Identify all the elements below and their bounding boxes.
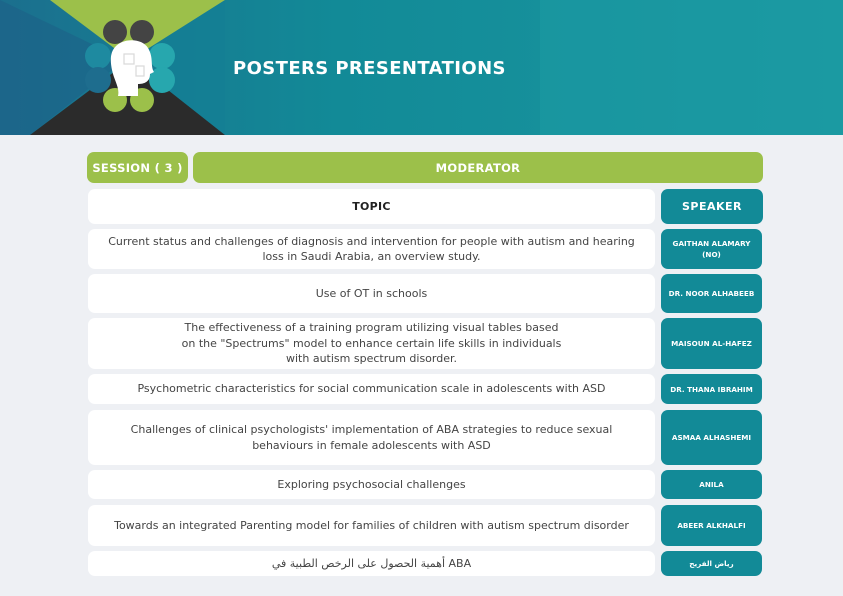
table-row-topic: The effectiveness of a training program utilizing visual tables based on the "Spectrums" model to enhance certain life skills in individuals with autism spectrum disorder.	[88, 318, 655, 369]
page-title: POSTERS PRESENTATIONS	[233, 58, 506, 79]
puzzle-head-logo-icon	[80, 18, 180, 114]
table-row-speaker: DR. NOOR ALHABEEB	[661, 274, 762, 313]
table-row-speaker: DR. THANA IBRAHIM	[661, 374, 762, 404]
header-banner	[0, 0, 843, 135]
table-row-topic: أهمية الحصول على الرخص الطبية في ABA	[88, 551, 655, 576]
table-row-topic: Current status and challenges of diagnosis and intervention for people with autism and hearing loss in Saudi Arabia, an overview study.	[88, 229, 655, 269]
table-row-speaker: ASMAA ALHASHEMI	[661, 410, 762, 465]
table-row-speaker: رياض الفريح	[661, 551, 762, 576]
table-row-speaker: ABEER ALKHALFI	[661, 505, 762, 546]
table-row-topic: Use of OT in schools	[88, 274, 655, 313]
table-row-speaker: GAITHAN ALAMARY (NO)	[661, 229, 762, 269]
table-row-speaker: ANILA	[661, 470, 762, 499]
topic-column-header: TOPIC	[88, 189, 655, 224]
table-row-topic: Exploring psychosocial challenges	[88, 470, 655, 499]
session-label: SESSION ( 3 )	[87, 152, 188, 183]
table-row-topic: Challenges of clinical psychologists' implementation of ABA strategies to reduce sexual behaviours in female adolescents with ASD	[88, 410, 655, 465]
table-row-speaker: MAISOUN AL-HAFEZ	[661, 318, 762, 369]
moderator-label: MODERATOR	[193, 152, 763, 183]
speaker-column-header: SPEAKER	[661, 189, 763, 224]
table-row-topic: Psychometric characteristics for social communication scale in adolescents with ASD	[88, 374, 655, 404]
table-row-topic: Towards an integrated Parenting model for families of children with autism spectrum disorder	[88, 505, 655, 546]
